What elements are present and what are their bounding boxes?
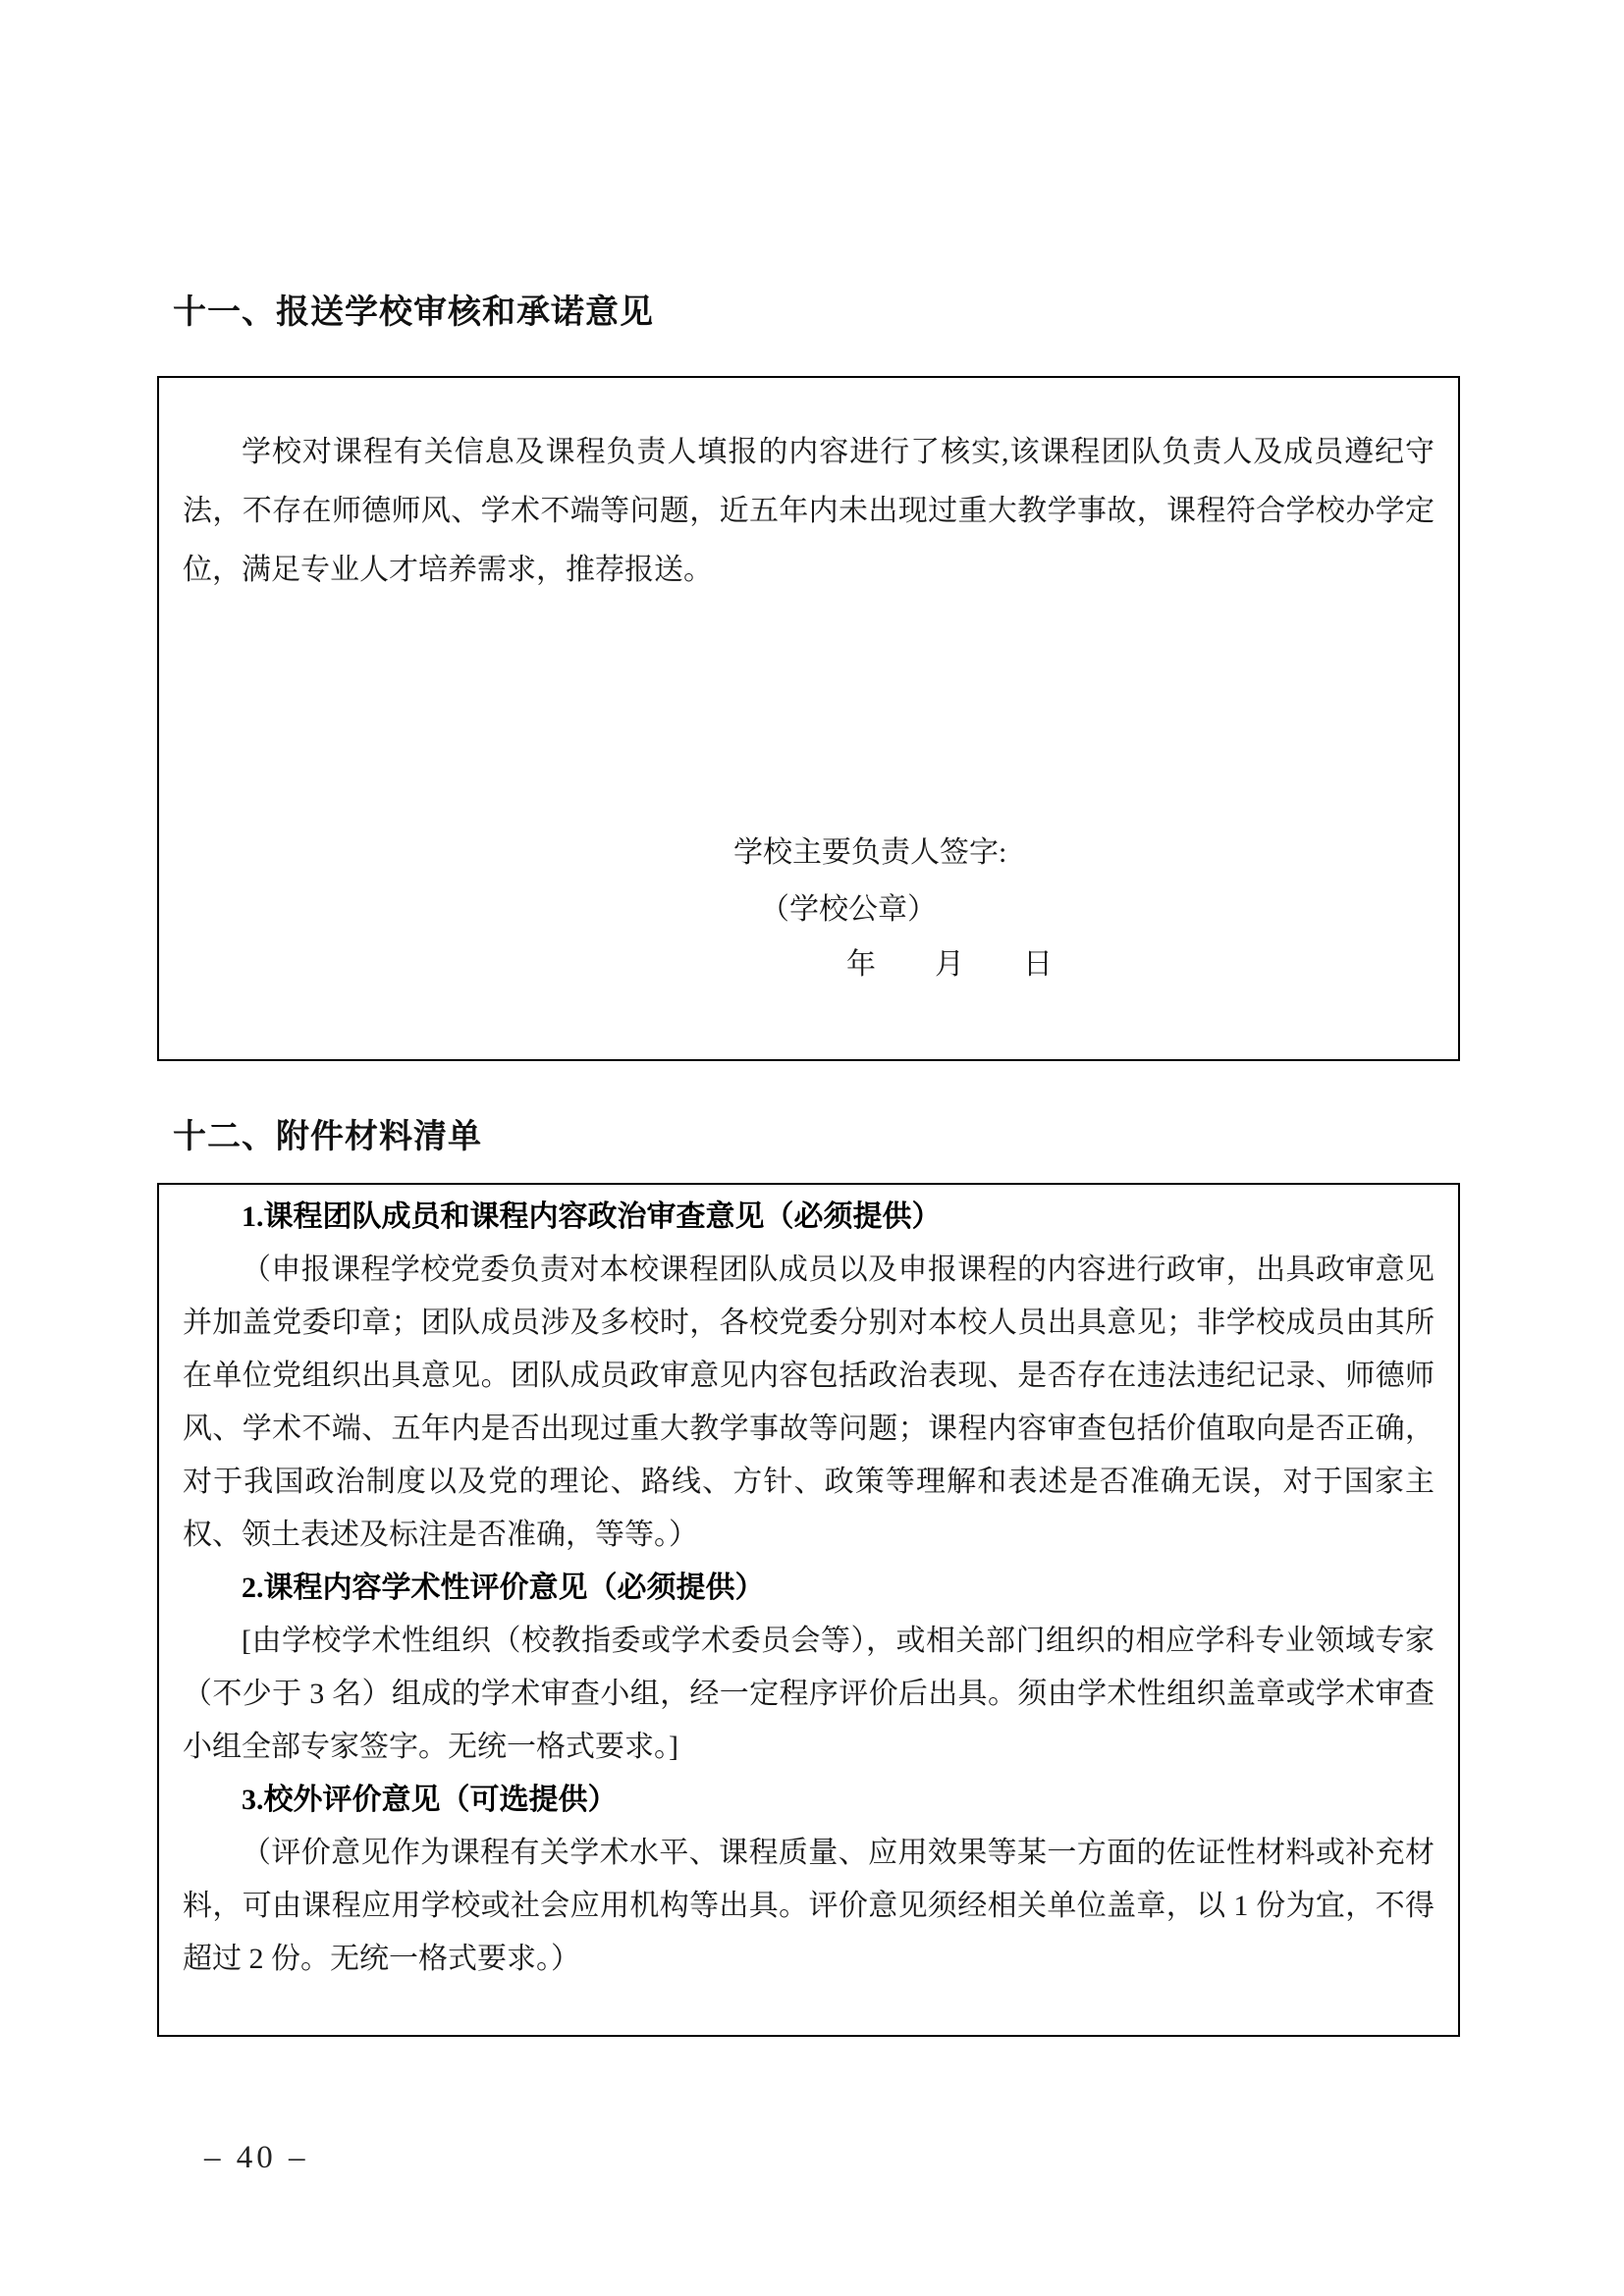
signature-line-seal: （学校公章） xyxy=(760,893,937,926)
commitment-paragraph: 学校对课程有关信息及课程负责人填报的内容进行了核实,该课程团队负责人及成员遵纪守法，不存在师德师风、学术不端等问题，近五年内未出现过重大教学事故，课程符合学校办学定位，满足专业人才培养需求，推荐报送。 xyxy=(183,436,1435,586)
section-12-heading: 十二、附件材料清单 xyxy=(173,1118,482,1155)
attachment-item-3-body: （评价意见作为课程有关学术水平、课程质量、应用效果等某一方面的佐证性材料或补充材料，可由课程应用学校或社会应用机构等出具。评价意见须经相关单位盖章，以 1 份为宜，不得超过 2 份。无统一格式要求。） xyxy=(183,1837,1435,1975)
attachment-item-2-title: 2.课程内容学术性评价意见（必须提供） xyxy=(242,1572,765,1604)
attachment-item-1-body: （申报课程学校党委负责对本校课程团队成员以及申报课程的内容进行政审，出具政审意见并加盖党委印章；团队成员涉及多校时，各校党委分别对本校人员出具意见；非学校成员由其所在单位党组织出具意见。团队成员政审意见内容包括政治表现、是否存在违法违纪记录、师德师风、学术不端、五年内是否出现过重大教学事故等问题；课程内容审查包括价值取向是否正确，对于我国政治制度以及党的理论、路线、方针、政策等理解和表述是否准确无误，对于国家主权、领土表述及标注是否准确，等等。） xyxy=(183,1254,1435,1551)
school-commitment-box xyxy=(157,376,1460,1061)
page-number: – 40 – xyxy=(204,2140,309,2175)
attachment-item-1-title: 1.课程团队成员和课程内容政治审查意见（必须提供） xyxy=(242,1201,942,1233)
section-11-heading: 十一、报送学校审核和承诺意见 xyxy=(173,294,654,331)
signature-line-date: 年 月 日 xyxy=(846,948,1053,981)
attachment-list-box xyxy=(157,1183,1460,2037)
attachment-item-3-title: 3.校外评价意见（可选提供） xyxy=(242,1784,618,1816)
signature-line-principal: 学校主要负责人签字: xyxy=(733,836,1007,869)
attachment-list xyxy=(183,1191,1435,1986)
attachment-item-2-body: [由学校学术性组织（校教指委或学术委员会等），或相关部门组织的相应学科专业领域专家（不少于 3 名）组成的学术审查小组，经一定程序评价后出具。须由学术性组织盖章或学术审查小组全部专家签字。无统一格式要求。] xyxy=(183,1625,1435,1763)
